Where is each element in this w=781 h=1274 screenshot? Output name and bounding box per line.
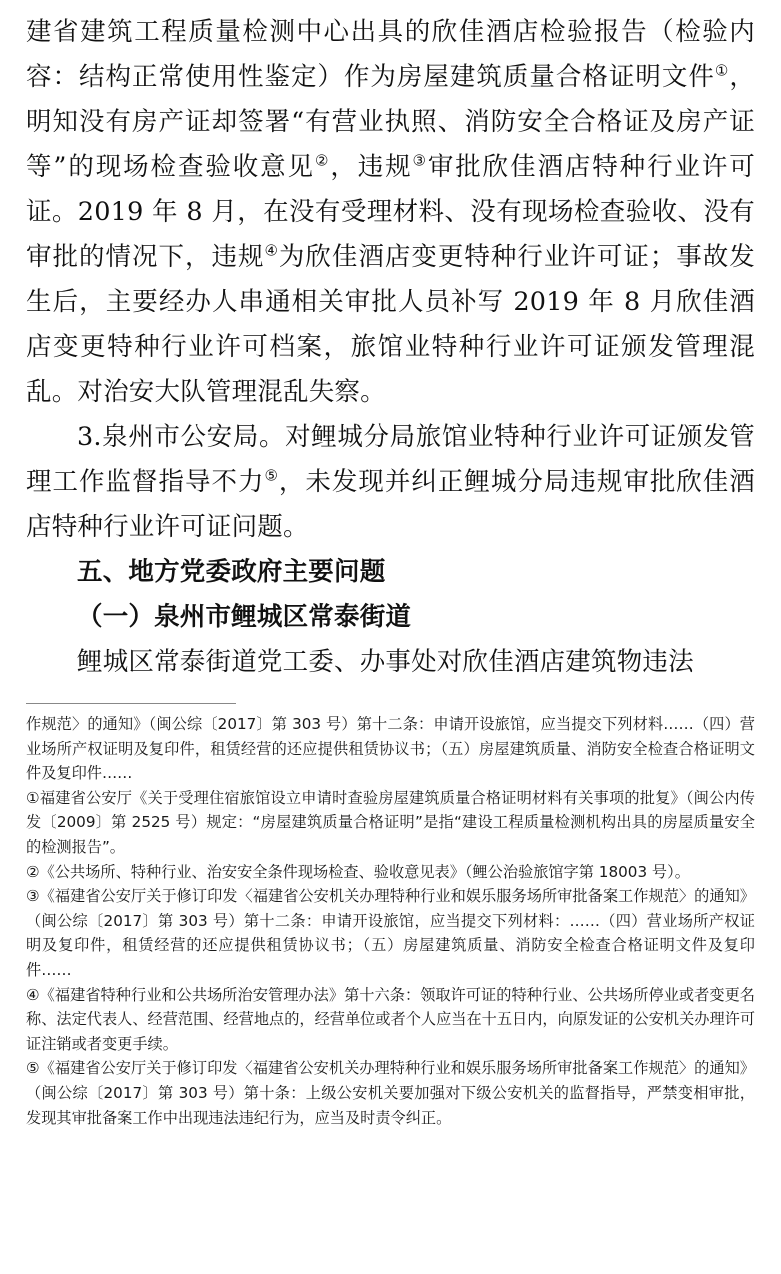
footnote-marker: ③ bbox=[26, 887, 40, 906]
paragraph-segment-text: 为欣佳酒店变更特种行业许可证；事故发生后，主要经办人串通相关审批人员补写 2019 年 8 月欣佳酒店变更特种行业许可档案，旅馆业特种行业许可证颁发管理混乱。对治安大队管理混乱失察。 bbox=[26, 242, 755, 407]
paragraph-segment-text: ，违规 bbox=[330, 152, 413, 182]
paragraph-segment-text: ，明知没有房产证却签署“有营业执照、消防安全合格证及房产证等”的现场检查验收意见 bbox=[26, 62, 756, 182]
footnote-list bbox=[26, 712, 755, 1130]
footnote-marker-2: ② bbox=[314, 151, 331, 170]
footnote-item bbox=[26, 1056, 755, 1130]
footnote-item bbox=[26, 983, 755, 1057]
footnote-marker: ② bbox=[26, 862, 40, 881]
paragraph-continued bbox=[26, 10, 755, 415]
footnote-marker: ⑤ bbox=[26, 1059, 40, 1078]
document-body bbox=[26, 10, 755, 685]
paragraph-quanzhou-bureau bbox=[26, 415, 755, 550]
paragraph-segment-text: 建省建筑工程质量检测中心出具的欣佳酒店检验报告（检验内容：结构正常使用性鉴定）作为房屋建筑质量合格证明文件 bbox=[26, 17, 755, 92]
footnote-text: 《福建省公安厅关于修订印发〈福建省公安机关办理特种行业和娱乐服务场所审批备案工作规范〉的通知》（闽公综〔2017〕第 303 号）第十二条：申请开设旅馆，应当提交下列材料：……（四）营业场所产权证明及复印件，租赁经营的还应提供租赁协议书；（五）房屋建筑质量、消防安全检查合格证明文件及复印件…… bbox=[26, 887, 755, 979]
footnote-text: 福建省公安厅《关于受理住宿旅馆设立申请时查验房屋建筑质量合格证明材料有关事项的批复》（闽公内传发〔2009〕第 2525 号）规定：“房屋建筑质量合格证明”是指“建设工程质量检测机构出具的房屋质量安全的检测报告”。 bbox=[26, 788, 755, 856]
paragraph-segment-text: 3.泉州市公安局。对鲤城分局旅馆业特种行业许可证颁发管理工作监督指导不力 bbox=[26, 422, 755, 497]
section-heading: 五、地方党委政府主要问题 bbox=[77, 557, 386, 587]
footnote-item bbox=[26, 860, 755, 885]
footnote-marker-5: ⑤ bbox=[264, 466, 279, 485]
footnote-marker-1: ① bbox=[714, 61, 730, 80]
footnote-item bbox=[26, 884, 755, 982]
footnote-text: 《福建省特种行业和公共场所治安管理办法》第十六条：领取许可证的特种行业、公共场所停业或者变更名称、法定代表人、经营范围、经营地点的，经营单位或者个人应当在十五日内，向原发证的公安机关办理许可证注销或者变更手续。 bbox=[26, 985, 755, 1053]
footnote-marker: ① bbox=[26, 788, 40, 807]
section-subheading: （一）泉州市鲤城区常泰街道 bbox=[77, 602, 412, 632]
paragraph-last: 鲤城区常泰街道党工委、办事处对欣佳酒店建筑物违法 bbox=[77, 647, 694, 677]
footnote-text: 《公共场所、特种行业、治安安全条件现场检查、验收意见表》（鲤公治验旅馆字第 18003 号）。 bbox=[39, 862, 690, 881]
footnote-marker-3: ③ bbox=[412, 151, 428, 170]
footnote-text: 《福建省公安厅关于修订印发〈福建省公安机关办理特种行业和娱乐服务场所审批备案工作规范〉的通知》（闽公综〔2017〕第 303 号）第十条：上级公安机关要加强对下级公安机关的监督指导，严禁变相审批，发现其审批备案工作中出现违法违纪行为，应当及时责令纠正。 bbox=[26, 1059, 755, 1127]
footnote-separator bbox=[26, 703, 236, 704]
footnote-item bbox=[26, 786, 755, 860]
footnote-marker-4: ④ bbox=[264, 241, 279, 260]
paragraph-segment-text: ，未发现并纠正鲤城分局违规审批欣佳酒店特种行业许可证问题。 bbox=[26, 467, 755, 542]
footnote-continuation: 作规范〉的通知》（闽公综〔2017〕第 303 号）第十二条：申请开设旅馆，应当提交下列材料……（四）营业场所产权证明及复印件，租赁经营的还应提供租赁协议书；（五）房屋建筑质量、消防安全检查合格证明文件及复印件…… bbox=[26, 715, 755, 783]
footnote-marker: ④ bbox=[26, 985, 40, 1004]
paragraph-segment-text: 审批欣佳酒店特种行业许可证。2019 年 8 月，在没有受理材料、没有现场检查验收、没有审批的情况下，违规 bbox=[26, 152, 755, 272]
